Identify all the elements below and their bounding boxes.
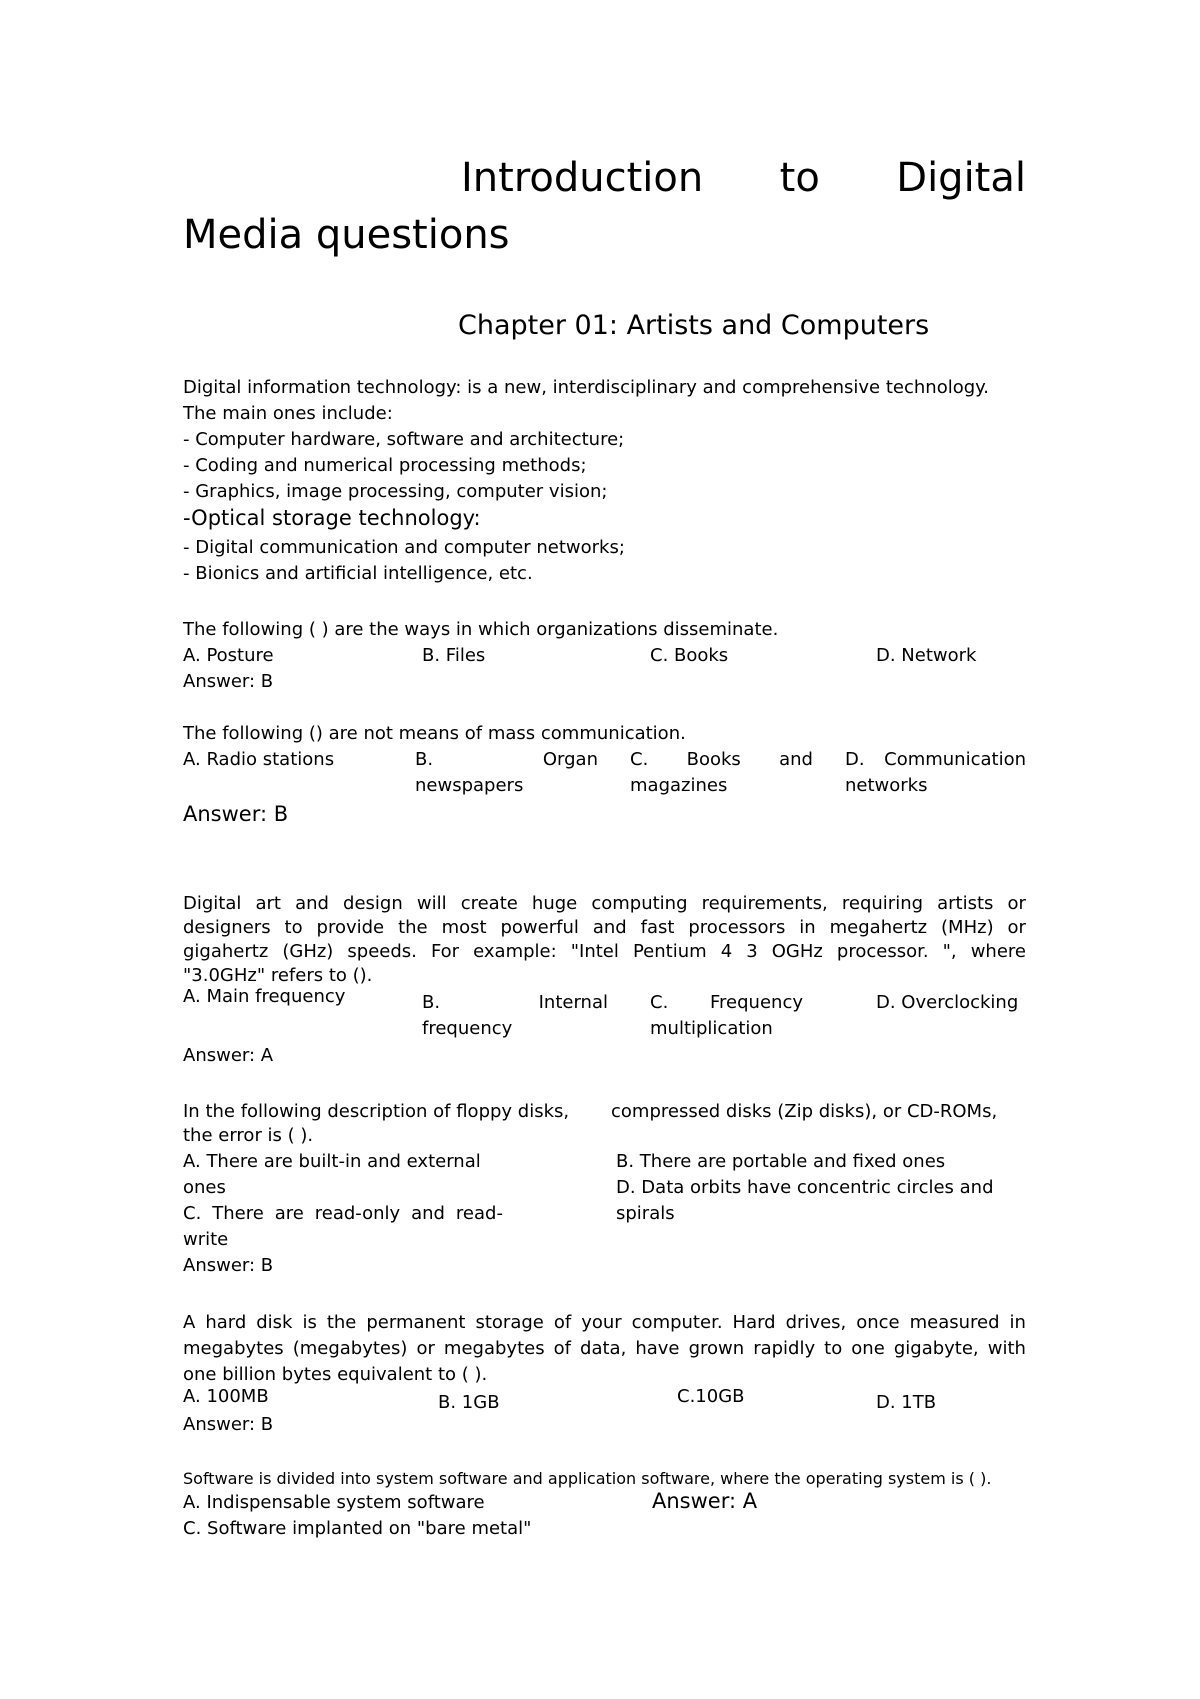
option: frequency xyxy=(422,1018,513,1039)
option-word: are xyxy=(274,1203,304,1224)
option xyxy=(650,990,803,1016)
word: rapidly xyxy=(753,1338,816,1359)
word: powerful xyxy=(500,917,579,938)
word: or xyxy=(1007,917,1026,938)
word: the xyxy=(326,1312,357,1333)
option-word: and xyxy=(411,1203,445,1224)
option: D. Data orbits have concentric circles and xyxy=(616,1177,994,1198)
chapter-heading: Chapter 01: Artists and Computers xyxy=(458,310,930,341)
word: megabytes xyxy=(443,1338,545,1359)
option-word: C. xyxy=(650,992,669,1013)
option: A. There are built-in and external xyxy=(183,1151,481,1172)
word: A xyxy=(183,1312,196,1333)
answer: Answer: B xyxy=(183,671,274,692)
question-line: one billion bytes equivalent to ( ). xyxy=(183,1364,488,1385)
option: A. 100MB xyxy=(183,1386,269,1407)
option-word: Internal xyxy=(538,992,608,1013)
option: B. There are portable and fixed ones xyxy=(616,1151,946,1172)
word: processors xyxy=(688,917,786,938)
option xyxy=(845,747,1026,773)
answer: Answer: A xyxy=(183,1045,274,1066)
word: "Intel xyxy=(570,941,619,962)
option: spirals xyxy=(616,1203,675,1224)
intro-line: The main ones include: xyxy=(183,403,393,424)
word: 3 xyxy=(746,941,758,962)
option: multiplication xyxy=(650,1018,773,1039)
intro-list-item: - Digital communication and computer networks; xyxy=(183,537,625,558)
word: your xyxy=(581,1312,622,1333)
title-word: Introduction xyxy=(461,155,704,201)
word: disk xyxy=(256,1312,293,1333)
word: in xyxy=(1009,1312,1026,1333)
word: design xyxy=(343,893,403,914)
option: C. Software implanted on "bare metal" xyxy=(183,1518,532,1539)
word: megabytes xyxy=(183,1338,284,1359)
option-word: Books xyxy=(686,749,741,770)
option-word: C. xyxy=(183,1203,202,1224)
option: ones xyxy=(183,1177,226,1198)
word: designers xyxy=(183,917,271,938)
word: storage xyxy=(475,1312,544,1333)
intro-list-item: - Computer hardware, software and architecture; xyxy=(183,429,625,450)
option: A. Radio stations xyxy=(183,749,335,770)
answer: Answer: B xyxy=(183,1414,274,1435)
word: of xyxy=(553,1312,572,1333)
intro-list-item: - Bionics and artificial intelligence, etc. xyxy=(183,563,533,584)
word: and xyxy=(592,917,627,938)
title-word: Digital xyxy=(896,155,1026,201)
question-line xyxy=(183,1336,1026,1362)
question-line: In the following description of floppy disks, xyxy=(183,1101,570,1122)
word: grown xyxy=(688,1338,745,1359)
option: A. Indispensable system software xyxy=(183,1492,485,1513)
option xyxy=(183,1201,503,1227)
word: speeds. xyxy=(347,941,417,962)
word: have xyxy=(635,1338,680,1359)
word: (GHz) xyxy=(282,941,334,962)
word: permanent xyxy=(366,1312,466,1333)
word: ", xyxy=(942,941,957,962)
word: where xyxy=(970,941,1026,962)
option-word: Organ xyxy=(542,749,598,770)
answer: Answer: B xyxy=(183,1255,274,1276)
word: (MHz) xyxy=(941,917,994,938)
question-line: the error is ( ). xyxy=(183,1125,314,1146)
word: gigabyte, xyxy=(893,1338,979,1359)
option-word: B. xyxy=(422,992,441,1013)
answer: Answer: A xyxy=(652,1489,758,1513)
word: megahertz xyxy=(829,917,928,938)
word: is xyxy=(302,1312,317,1333)
option: C. Books xyxy=(650,645,729,666)
title-word: to xyxy=(779,155,820,201)
word: in xyxy=(799,917,816,938)
question-text: Software is divided into system software and application software, where the operating system is ( ). xyxy=(183,1469,992,1488)
option: D. Overclocking xyxy=(876,992,1019,1013)
doc-title-line1 xyxy=(461,150,1026,206)
word: art xyxy=(255,893,281,914)
question-line xyxy=(183,915,1026,941)
option-word: There xyxy=(212,1203,264,1224)
question-text: The following () are not means of mass communication. xyxy=(183,723,686,744)
word: data, xyxy=(580,1338,627,1359)
option xyxy=(415,747,598,773)
option-word: B. xyxy=(415,749,434,770)
word: Digital xyxy=(183,893,242,914)
option: A. Posture xyxy=(183,645,274,666)
word: of xyxy=(553,1338,571,1359)
question-line xyxy=(183,939,1026,965)
word: provide xyxy=(316,917,385,938)
word: the xyxy=(398,917,428,938)
option: B. Files xyxy=(422,645,486,666)
word: one xyxy=(851,1338,885,1359)
intro-line: Digital information technology: is a new, interdisciplinary and comprehensive technology. xyxy=(183,377,989,398)
word: gigahertz xyxy=(183,941,269,962)
option: newspapers xyxy=(415,775,524,796)
word: to xyxy=(824,1338,843,1359)
word: computing xyxy=(591,893,688,914)
word: or xyxy=(416,1338,435,1359)
word: drives, xyxy=(785,1312,847,1333)
option: A. Main frequency xyxy=(183,986,346,1007)
answer: Answer: B xyxy=(183,802,289,826)
intro-list-item: - Graphics, image processing, computer vision; xyxy=(183,481,608,502)
question-line xyxy=(183,1310,1026,1336)
option: networks xyxy=(845,775,928,796)
option: D. 1TB xyxy=(876,1392,937,1413)
option xyxy=(422,990,608,1016)
word: processor. xyxy=(836,941,929,962)
word: fast xyxy=(640,917,675,938)
word: create xyxy=(460,893,518,914)
question-line xyxy=(183,891,1026,917)
word: For xyxy=(430,941,460,962)
intro-list-item: -Optical storage technology: xyxy=(183,506,481,530)
word: OGHz xyxy=(771,941,823,962)
word: example: xyxy=(473,941,557,962)
intro-list-item: - Coding and numerical processing methods; xyxy=(183,455,587,476)
word: artists xyxy=(937,893,994,914)
word: 4 xyxy=(720,941,733,962)
option: B. 1GB xyxy=(438,1392,500,1413)
option-word: Frequency xyxy=(710,992,803,1013)
option xyxy=(630,747,813,773)
word: and xyxy=(295,893,329,914)
option: write xyxy=(183,1229,229,1250)
word: with xyxy=(987,1338,1026,1359)
word: huge xyxy=(531,893,578,914)
word: Pentium xyxy=(632,941,707,962)
word: Hard xyxy=(732,1312,776,1333)
word: will xyxy=(416,893,447,914)
option-word: read-only xyxy=(314,1203,401,1224)
word: requiring xyxy=(841,893,924,914)
option-word: D. xyxy=(845,749,865,770)
doc-title-line2: Media questions xyxy=(183,212,510,258)
option-word: Communication xyxy=(884,749,1026,770)
word: measured xyxy=(909,1312,1000,1333)
word: most xyxy=(441,917,487,938)
question-text: The following ( ) are the ways in which organizations disseminate. xyxy=(183,619,779,640)
word: once xyxy=(856,1312,900,1333)
option: magazines xyxy=(630,775,728,796)
option-word: read- xyxy=(455,1203,503,1224)
question-line: compressed disks (Zip disks), or CD-ROMs, xyxy=(611,1101,998,1122)
word: to xyxy=(284,917,303,938)
word: computer. xyxy=(631,1312,723,1333)
word: or xyxy=(1007,893,1026,914)
option: C.10GB xyxy=(677,1386,745,1407)
option-word: and xyxy=(779,749,813,770)
question-line: "3.0GHz" refers to (). xyxy=(183,965,373,986)
word: requirements, xyxy=(701,893,828,914)
option-word: C. xyxy=(630,749,649,770)
word: (megabytes) xyxy=(292,1338,408,1359)
option: D. Network xyxy=(876,645,977,666)
word: hard xyxy=(205,1312,247,1333)
